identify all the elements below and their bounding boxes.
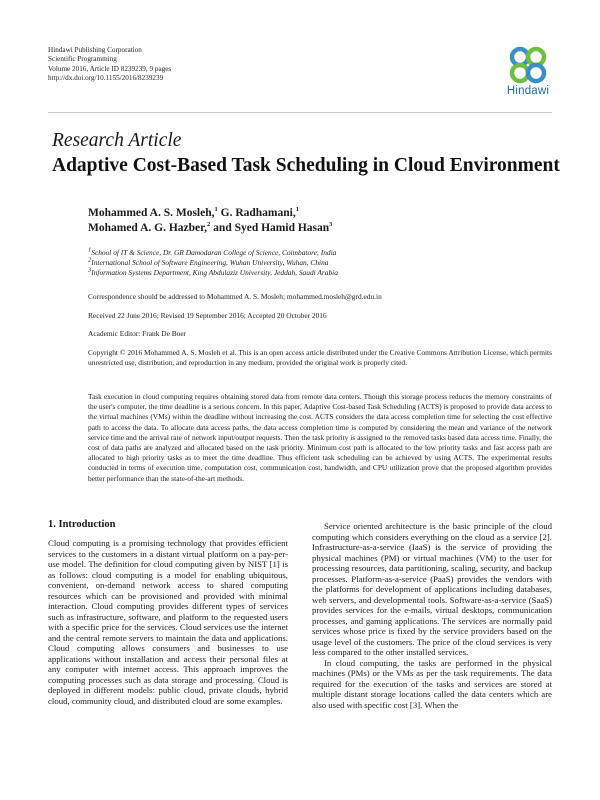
author-list xyxy=(88,206,332,236)
author-name: Mohamed A. G. Hazber, xyxy=(88,222,208,234)
correspondence: Correspondence should be addressed to Mohammed A. S. Mosleh; mohammed.mosleh@grd.edu.in xyxy=(88,292,382,301)
author-affil-sup: 3 xyxy=(329,221,333,229)
doi-link[interactable]: http://dx.doi.org/10.1155/2016/8239239 xyxy=(48,74,164,83)
article-dates: Received 22 June 2016; Revised 19 September 2016; Accepted 20 October 2016 xyxy=(88,311,327,320)
author-affil-sup: 1 xyxy=(214,206,218,214)
paragraph: Service oriented architecture is the basic principle of the cloud computing which considers everything on the cloud as a service [2]. Infrastructure-as-a-service (IaaS) is the service of providing the physical machines (PM) or virtual machines (VM) to the user for processing resources, data partitioning, scaling, security, and backup processes. Platform-as-a-service (PaaS) provides the vendors with the platforms for development of applications including databases, web servers, and developmental tools. Software-as-a-service (SaaS) provides services for the e-mails, virtual desktops, communication processes, and gaming applications. The services are normally paid services whose price is fixed by the service providers based on the usage level of the customers. The price of the cloud services is very less compared to the other installed services. xyxy=(312,521,552,657)
hindawi-logo-icon xyxy=(508,46,548,84)
affiliation-text: Information Systems Department, King Abdulaziz University, Jeddah, Saudi Arabia xyxy=(91,268,338,278)
journal-info xyxy=(48,46,171,84)
copyright-notice: Copyright © 2016 Mohammed A. S. Mosleh et al. This is an open access article distributed under the Creative Commons Attribution License, which permits unrestricted use, distribution, and reproduction in any medium, provided the original work is properly cited. xyxy=(88,348,552,368)
paper-title: Adaptive Cost-Based Task Scheduling in Cloud Environment xyxy=(52,155,560,176)
abstract: Task execution in cloud computing requires obtaining stored data from remote data centers. Though this storage process reduces the memory constraints of the user's computer, the time deadline is a serious concern. In this paper, Adaptive Cost-based Task Scheduling (ACTS) is proposed to provide data access to the virtual machines (VMs) within the deadline without increasing the cost. ACTS considers the data access completion time for selecting the cost effective path to access the data. To allocate data access paths, the data access completion time is computed by considering the mean and variance of the network service time and the arrival rate of network input/output requests. Then the task priority is assigned to the removed tasks based data access time. Finally, the cost of data paths are analyzed and allocated based on the task priority. Minimum cost path is allocated to the low priority tasks and fast access path are allocated to high priority tasks as to meet the time deadline. Thus efficient task scheduling can be achieved by using ACTS. The experimental results conducted in terms of execution time, computation cost, communication cost, bandwidth, and CPU utilization prove that the proposed algorithm provides better performance than the state-of-the-art methods. xyxy=(88,392,552,483)
affiliation-sup: 3 xyxy=(88,266,92,274)
affiliations xyxy=(88,248,338,279)
affiliation-2 xyxy=(88,258,338,268)
left-column xyxy=(48,538,288,706)
paragraph: In cloud computing, the tasks are performed in the physical machines (PMs) or the VMs as per the task requirements. The data required for the execution of the tasks and services are stored at multiple distant storage locations called the data centers which are also used with specific cost [3]. When the xyxy=(312,657,552,710)
header-divider xyxy=(48,112,552,113)
author-affil-sup: 2 xyxy=(207,221,211,229)
affiliation-3 xyxy=(88,268,338,278)
author-line-2 xyxy=(88,221,332,236)
affiliation-sup: 1 xyxy=(88,246,92,254)
section-heading: 1. Introduction xyxy=(48,519,116,530)
author-affil-sup: 1 xyxy=(295,206,299,214)
affiliation-text: School of IT & Science, Dr. GR Damodaran College of Science, Coimbatore, India xyxy=(91,248,337,257)
hindawi-logo xyxy=(498,46,558,97)
author-name: and Syed Hamid Hasan xyxy=(210,222,330,234)
publisher: Hindawi Publishing Corporation xyxy=(48,46,142,54)
logo-text: Hindawi xyxy=(506,85,550,97)
paragraph: Cloud computing is a promising technology that provides efficient services to the customers in a distant virtual platform on a pay-per-use model. The definition for cloud computing given by NIST [1] is as follows: cloud computing is a model for enabling ubiquitous, convenient, on-demand network access to shared computing resources which can be provisioned and provided with minimal interaction. Cloud computing provides different types of services such as infrastructure, software, and platform to the requested users with a specific price for the services. Cloud services use the internet and the central remote servers to maintain the data and applications. Cloud computing allows consumers and businesses to use applications without installation and access their personal files at any computer with internet access. This approach improves the computing processes such as data storage and processing. Cloud is deployed in different models: public cloud, private clouds, hybrid cloud, community cloud, and distributed cloud are some examples. xyxy=(48,538,288,706)
affiliation-text: International School of Software Engineering, Wuhan University, Wuhan, China xyxy=(91,258,329,268)
affiliation-sup: 2 xyxy=(88,256,92,264)
author-name: Mohammed A. S. Mosleh, xyxy=(88,207,215,219)
volume-info: Volume 2016, Article ID 8239239, 9 pages xyxy=(48,64,172,73)
right-column xyxy=(312,521,552,710)
journal-name: Scientific Programming xyxy=(48,55,117,64)
author-name: G. Radhamani, xyxy=(217,207,296,219)
affiliation-1 xyxy=(88,248,338,258)
academic-editor: Academic Editor: Frank De Boer xyxy=(88,329,187,338)
article-type: Research Article xyxy=(52,130,182,151)
author-line-1 xyxy=(88,206,332,221)
